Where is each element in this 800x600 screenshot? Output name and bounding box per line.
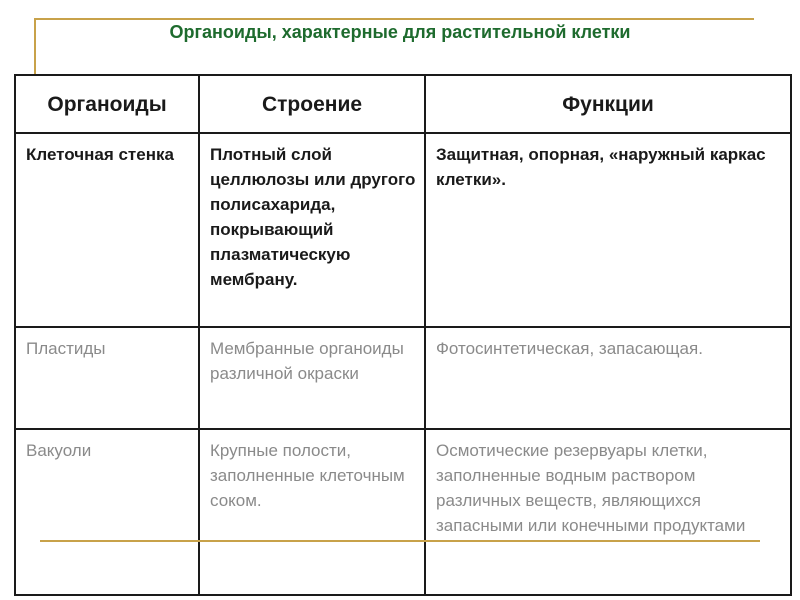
header-functions: Функции <box>425 75 791 133</box>
table-row <box>15 133 791 327</box>
cell-structure: Мембранные органоиды различной окраски <box>199 327 425 429</box>
header-structure: Строение <box>199 75 425 133</box>
cell-function: Фотосинтетическая, запасающая. <box>425 327 791 429</box>
cell-organoid: Клеточная стенка <box>15 133 199 327</box>
organoids-table <box>14 74 792 596</box>
cell-structure: Плотный слой целлюлозы или другого полисахарида, покрывающий плазматическую мембрану. <box>199 133 425 327</box>
decorative-line-bottom <box>40 540 760 542</box>
cell-organoid: Вакуоли <box>15 429 199 595</box>
header-organoids: Органоиды <box>15 75 199 133</box>
cell-organoid: Пластиды <box>15 327 199 429</box>
table-row <box>15 327 791 429</box>
cell-function: Осмотические резервуары клетки, заполненные водным раствором различных веществ, являющихся запасными или конечными продуктами <box>425 429 791 595</box>
table-row <box>15 429 791 595</box>
header-row <box>15 75 791 133</box>
slide-title: Органоиды, характерные для растительной клетки <box>169 22 631 42</box>
decorative-line-top <box>34 18 754 20</box>
cell-structure: Крупные полости, заполненные клеточным соком. <box>199 429 425 595</box>
cell-function: Защитная, опорная, «наружный каркас клетки». <box>425 133 791 327</box>
